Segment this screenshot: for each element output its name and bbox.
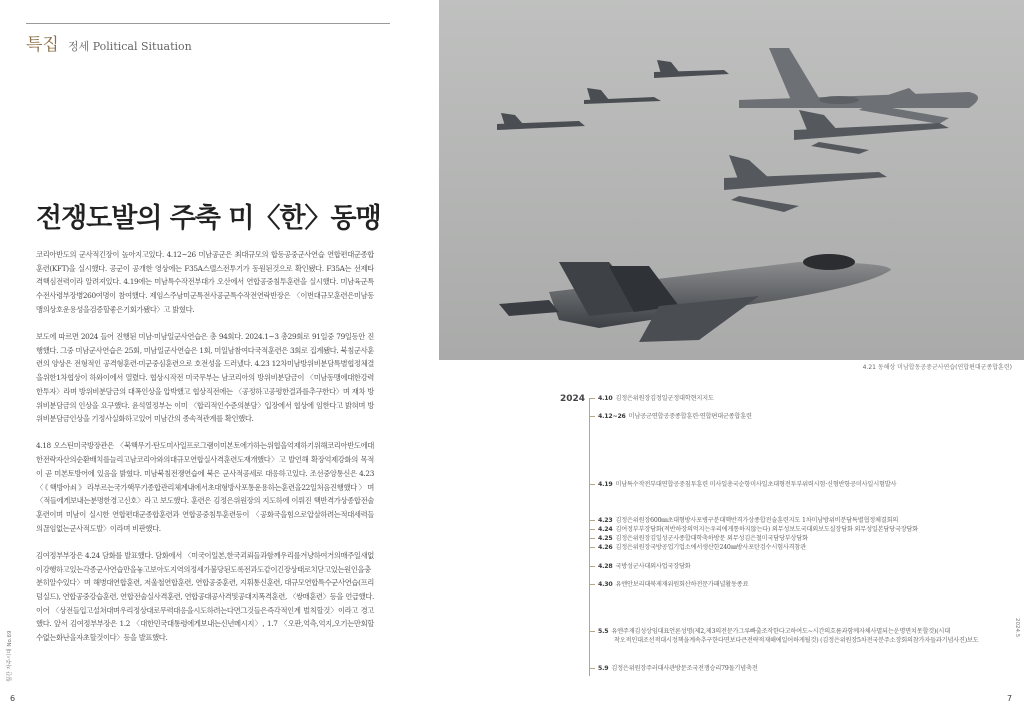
event-date: 4.28 xyxy=(598,563,613,570)
issue-side-label xyxy=(1010,618,1022,678)
timeline-event xyxy=(590,543,806,552)
timeline-tick xyxy=(590,631,595,632)
timeline-tick xyxy=(590,520,595,521)
event-text: 김정은위원장600㎜초대형방사포병구분대핵반격가상종합전술훈련지도 1차미남방위비분담특별협정체결회의 xyxy=(615,517,899,524)
event-text: 김정은위원장김정일군정대학현지지도 xyxy=(615,395,714,402)
timeline-event xyxy=(590,525,918,534)
event-date: 5.5 xyxy=(598,628,609,635)
event-text: 유엔안보리대북제재위원회산하전문가패널활동종료 xyxy=(615,581,749,588)
timeline-event xyxy=(590,580,748,589)
page-number-left: 6 xyxy=(10,694,16,703)
right-page xyxy=(439,0,1024,724)
article-paragraph: 코리아반도의 군사적긴장이 높아지고있다. 4.12~26 미남공군은 최대규모의 합동공중군사연습 연합편대군종합훈련(KFT)을 실시했다. 공군이 공개한 영상에는 F35A스텔스전투기가 동원된것으로 확인됐다. F35A는 선제타격핵심전력이라 알려져있다. 4.19에는 미남특수작전부대가 오산에서 연합공중침투훈련을 실시했다. 미남육군특수전사령부장병260여명이 참여했다. 제임스주남미군특전사공군특수작전연락반장은 〈이번대규모훈련은미남동맹의상호운용성을검증할좋은기회가됐다〉고 밝혔다. xyxy=(36,250,374,314)
event-date: 4.12~26 xyxy=(598,413,626,420)
event-text: 미남특수작전부대연합공중침투훈련 미사일총국순항미사일초대형전투부위력시험·신형반항공미사일시험발사 xyxy=(615,481,897,488)
article-paragraph: 김여정부부장은 4.24 담화를 발표했다. 담화에서 〈미국이일본,한국괴뢰들과함께우리를겨냥하여거의매주일새없이강행하고있는각종군사연습만을놓고보아도지역의정세가불당된도록전과도같이긴장상태로치닫고있는원인을충분히알수있다〉며 해병대연합훈련, 저울철연합훈련, 연합공중훈련, 지휘통신훈련, 대규모연합특수군사연습(프리덤실드), 연합공중강습훈련, 연합전술실사격훈련, 연합공대공사격및공대지폭격훈련, 〈쌍매훈련〉등을 언급했다. 이어 〈상전들입고설쳐대며우리정상대로무력대응을시도하려는다면그것들은즉각적인계 벌칙할것〉이라고 경고했다. 앞서 김여정부부장은 1.2 〈대한민국대통령에게보내는신년메시지〉, 1.7 〈오판,억측,억지,오기는만회할수없는화난을자초할것이다〉등을 발표했다. xyxy=(36,550,374,643)
event-subtext: 착오적인대조선적대시정책을계속추구한다면보다큰전략적재해에일어하게될것) (김정은위원장5차전국분주소장회의참가자들과기념사진)보도 xyxy=(614,637,979,644)
timeline-tick xyxy=(590,398,595,399)
event-date: 5.9 xyxy=(598,665,609,672)
timeline-event xyxy=(590,412,752,421)
event-date: 4.23 xyxy=(598,517,613,524)
timeline-event xyxy=(590,534,808,543)
article-paragraph: 보도에 따르면 2024 들어 진행된 미남·미남일군사연습은 총 94회다. 2024.1~3 총29회로 91일중 79일동안 진행했다. 그중 미남군사연습은 25회, 미남일군사연습은 1회, 미일남참여다국적훈련은 3회로 집계됐다. 북침군사훈련의 양상은 전형적인 공격형훈련·미군중심훈련으로 호전성을 드러냈다. 4.23 12차미남방위비분담특별협정체결을위한1차협상이 하와이에서 열렸다. 협상시작전 미국무부는 남코리아의 방위비분담금이 〈미남동맹에대한강력한투자〉라며 방위비분담금의 대폭인상을 압박했고 협상직전에는 〈공정하고공평한결과를추구한다〉며 재차 방위비분담금의 인상을 요구했다. 윤석열정부는 이미 〈합리적인수준의분담〉입장에서 협상에 임한다고 밝혀며 방위비분담금인상을 기정사실화하고있어 미남간의 종속적관계를 확인했다. xyxy=(36,332,374,424)
article-title: 전쟁도발의 주축 미〈한〉동맹 xyxy=(36,203,381,234)
event-text: 미남공군연합공중종합훈련·연합편대군종합훈련 xyxy=(628,413,752,420)
section-sub-label: 정세 Political Situation xyxy=(67,40,192,53)
magazine-side-label-text: 월간 자주시대 No.69 xyxy=(7,630,13,682)
timeline-tick xyxy=(590,584,595,585)
timeline-tick xyxy=(590,416,595,417)
photo-caption: 4.21 동해상 미남합동공중군사연습(연합편대군종합훈련) xyxy=(862,364,1012,371)
timeline-tick xyxy=(590,529,595,530)
event-date: 4.25 xyxy=(598,535,613,542)
page-number-right: 7 xyxy=(1007,694,1013,703)
timeline-tick xyxy=(590,538,595,539)
timeline-tick xyxy=(590,484,595,485)
issue-side-label-text: 2024.5 xyxy=(1014,618,1020,638)
timeline-event xyxy=(590,627,979,645)
event-text: 국방성군사대외사업국장담화 xyxy=(615,563,691,570)
timeline-event xyxy=(590,480,896,489)
event-date: 4.10 xyxy=(598,395,613,402)
event-date: 4.26 xyxy=(598,544,613,551)
timeline-event xyxy=(590,516,898,525)
event-text: 김정은위원장김일성군사종합대학축하방문 외무성김은철미국담당부상담화 xyxy=(615,535,808,542)
timeline-event xyxy=(590,394,714,403)
magazine-side-label xyxy=(3,612,15,682)
timeline-tick xyxy=(590,668,595,669)
event-date: 4.30 xyxy=(598,581,613,588)
timeline-event xyxy=(590,664,758,673)
event-text: 김여정부부장담화(적반하장의억지는우리에게통하지않는다) 외무성보도국대외보도실장담화 외무성일본담당국장담화 xyxy=(615,526,919,533)
timeline-tick xyxy=(590,566,595,567)
fighter-jets-photo xyxy=(439,0,1024,360)
event-text: 유엔주재김성상임대표언론성명(제2,제3의전문가그루빠출조작한다고하여도~시간의흐름과함께자체사멸되는운명면치못할것)(시대 xyxy=(611,628,950,635)
section-main-label: 특집 xyxy=(26,35,59,55)
event-text: 김정은위원장주러대사관방문조국전쟁승리79돌기념축전 xyxy=(611,665,758,672)
timeline-tick xyxy=(590,547,595,548)
event-date: 4.19 xyxy=(598,481,613,488)
article-body xyxy=(36,248,374,658)
timeline-event xyxy=(590,562,691,571)
timeline-year: 2024 xyxy=(560,394,586,404)
section-header xyxy=(26,30,192,55)
header-rule xyxy=(26,23,390,24)
article-paragraph: 4.18 오스틴미국방장관은 〈북핵무기·탄도미사일프로그램이미본토에가하는위협을억제하기위해코리아반도에대한전략자산의순환배치를늘리고남코리아와의대규모연합실사격훈련도재개했다〉고 발언해 확장억제강화의 목적이 곧 미본토방어에 있음을 밝혔다. 미남북침전쟁연습에 북은 군사적공세로 대응하고있다. 조선중앙통신은 4.23 〈《핵방아쇠》라부르는국가핵무기종합관리체계내에서초대형방사포통운용하는훈련을22일처음진행했다〉며 〈적들에게보내는분명한경고신호〉라고 보도했다. 훈련은 김정은위원장의 지도하에 이뤄진 핵반격가상종합전술훈련이며 미남이 실시한 연합편대군종합훈련과 연합공중침투훈련등이 〈공화국을힘으로압살하려는적대세력들의끊임없는군사적도발〉이라며 비판했다. xyxy=(36,441,374,533)
event-text: 김정은위원장국방공업기업소에서생산한240㎜방사포탄검수시험사격참관 xyxy=(615,544,806,551)
event-date: 4.24 xyxy=(598,526,613,533)
